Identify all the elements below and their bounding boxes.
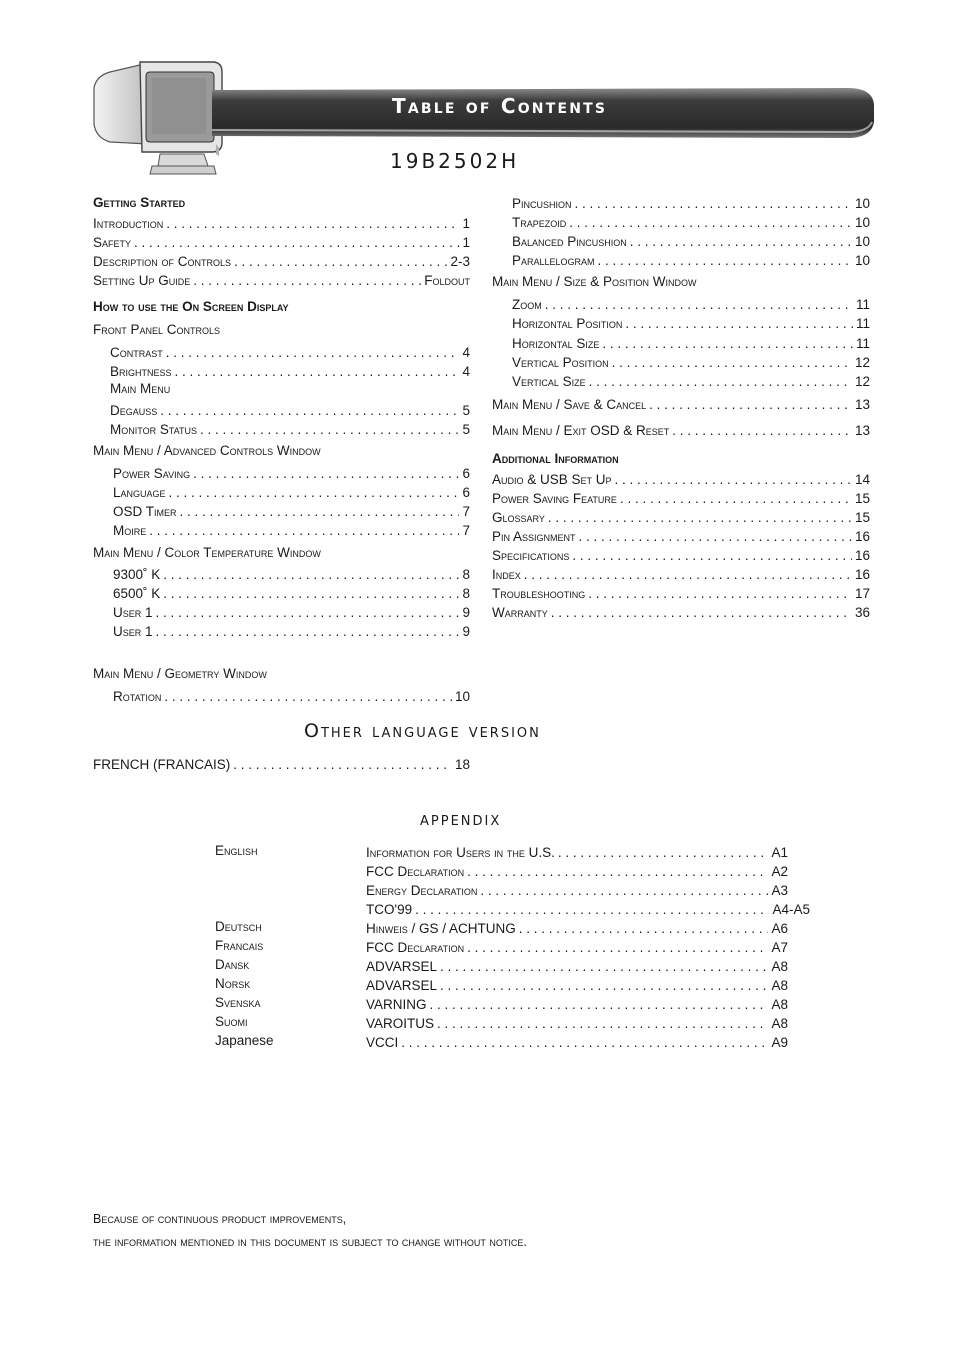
appendix-language: Norsk bbox=[215, 976, 251, 991]
appendix-entry[interactable]: VCCI . . . A9 bbox=[366, 1033, 788, 1052]
toc-entry[interactable]: Description of Controls . . . 2-3 bbox=[93, 252, 470, 271]
section-heading-getting-started: Getting Started bbox=[93, 195, 186, 210]
toc-entry[interactable]: Setting Up Guide . . . Foldout bbox=[93, 271, 470, 290]
section-heading-additional: Additional Information bbox=[492, 451, 619, 466]
footer-notice-line-1: Because of continuous product improvements, bbox=[93, 1212, 347, 1226]
toc-entry[interactable]: Pin Assignment . . . 16 bbox=[492, 527, 870, 546]
toc-entry[interactable]: Horizontal Position . . . 11 bbox=[512, 314, 870, 333]
toc-entry[interactable]: FRENCH (FRANCAIS) . . . 18 bbox=[93, 755, 470, 774]
appendix-language: Japanese bbox=[215, 1033, 274, 1048]
toc-entry[interactable]: Degauss . . . 5 bbox=[110, 401, 470, 420]
toc-entry[interactable]: Balanced Pincushion . . . 10 bbox=[512, 232, 870, 251]
toc-entry[interactable]: OSD Timer . . . 7 bbox=[113, 502, 470, 521]
toc-entry[interactable]: Pincushion . . . 10 bbox=[512, 194, 870, 213]
toc-entry[interactable]: Specifications . . . 16 bbox=[492, 546, 870, 565]
subsection-advanced: Main Menu / Advanced Controls Window bbox=[93, 443, 321, 458]
appendix-language: English bbox=[215, 843, 258, 858]
subsection-color-temperature: Main Menu / Color Temperature Window bbox=[93, 545, 321, 560]
appendix-language: Dansk bbox=[215, 957, 250, 972]
toc-entry[interactable]: Glossary . . . 15 bbox=[492, 508, 870, 527]
toc-entry[interactable]: Power Saving . . . 6 bbox=[113, 464, 470, 483]
appendix-entry[interactable]: VARNING . . . A8 bbox=[366, 995, 788, 1014]
appendix-entry[interactable]: Energy Declaration . . . A3 bbox=[366, 881, 788, 900]
toc-entry[interactable]: Power Saving Feature . . . 15 bbox=[492, 489, 870, 508]
toc-entry[interactable]: User 1 . . . 9 bbox=[113, 622, 470, 641]
subsection-geometry: Main Menu / Geometry Window bbox=[93, 666, 267, 681]
toc-entry[interactable]: 9300˚ K . . . 8 bbox=[113, 565, 470, 584]
appendix-heading: appendix bbox=[420, 808, 502, 830]
toc-entry[interactable]: Index . . . 16 bbox=[492, 565, 870, 584]
toc-entry[interactable]: 6500˚ K . . . 8 bbox=[113, 584, 470, 603]
toc-entry[interactable]: Introduction . . . 1 bbox=[93, 214, 470, 233]
model-number: 19B2502H bbox=[390, 149, 520, 173]
toc-entry[interactable]: Trapezoid . . . 10 bbox=[512, 213, 870, 232]
toc-entry[interactable]: Brightness . . . 4 bbox=[110, 362, 470, 381]
toc-entry[interactable]: Audio & USB Set Up . . . 14 bbox=[492, 470, 870, 489]
appendix-language: Deutsch bbox=[215, 919, 262, 934]
other-language-heading: Other language version bbox=[304, 720, 541, 742]
footer-notice-line-2: the information mentioned in this document is subject to change without notice. bbox=[93, 1235, 527, 1249]
appendix-entry[interactable]: ADVARSEL . . . A8 bbox=[366, 957, 788, 976]
appendix-entry[interactable]: VAROITUS . . . A8 bbox=[366, 1014, 788, 1033]
appendix-entry[interactable]: TCO'99 . . . A4-A5 bbox=[366, 900, 810, 919]
subsection-front-panel: Front Panel Controls bbox=[93, 322, 221, 337]
appendix-language: Svenska bbox=[215, 995, 261, 1010]
toc-entry[interactable]: Rotation . . . 10 bbox=[113, 687, 470, 706]
appendix-entry[interactable]: FCC Declaration . . . A2 bbox=[366, 862, 788, 881]
appendix-entry[interactable]: ADVARSEL . . . A8 bbox=[366, 976, 788, 995]
toc-entry[interactable]: Contrast . . . 4 bbox=[110, 343, 470, 362]
appendix-entry[interactable]: Hinweis / GS / ACHTUNG . . . A6 bbox=[366, 919, 788, 938]
appendix-entry[interactable]: FCC Declaration . . . A7 bbox=[366, 938, 788, 957]
crt-monitor-icon bbox=[88, 58, 228, 184]
toc-entry[interactable]: Main Menu / Save & Cancel . . . 13 bbox=[492, 395, 870, 414]
page-title: Table of Contents bbox=[392, 94, 608, 118]
toc-entry[interactable]: Safety . . . 1 bbox=[93, 233, 470, 252]
toc-entry[interactable]: Monitor Status . . . 5 bbox=[110, 420, 470, 439]
toc-entry[interactable]: Vertical Position . . . 12 bbox=[512, 353, 870, 372]
toc-entry[interactable]: Warranty . . . 36 bbox=[492, 603, 870, 622]
toc-entry[interactable]: Moire . . . 7 bbox=[113, 521, 470, 540]
toc-entry[interactable]: Language . . . 6 bbox=[113, 483, 470, 502]
toc-entry[interactable]: Vertical Size . . . 12 bbox=[512, 372, 870, 391]
section-heading-osd: How to use the On Screen Display bbox=[93, 299, 289, 314]
toc-entry[interactable]: User 1 . . . 9 bbox=[113, 603, 470, 622]
toc-entry[interactable]: Parallelogram . . . 10 bbox=[512, 251, 870, 270]
subsection-size-position: Main Menu / Size & Position Window bbox=[492, 274, 697, 289]
subsection-main-menu: Main Menu bbox=[110, 381, 171, 396]
toc-entry[interactable]: Main Menu / Exit OSD & Reset . . . 13 bbox=[492, 421, 870, 440]
appendix-language: Francais bbox=[215, 938, 264, 953]
appendix-entry[interactable]: Information for Users in the U.S. . . . A1 bbox=[366, 843, 788, 862]
toc-entry[interactable]: Zoom . . . 11 bbox=[512, 295, 870, 314]
toc-entry[interactable]: Troubleshooting . . . 17 bbox=[492, 584, 870, 603]
appendix-language: Suomi bbox=[215, 1014, 248, 1029]
toc-entry[interactable]: Horizontal Size . . . 11 bbox=[512, 334, 870, 353]
